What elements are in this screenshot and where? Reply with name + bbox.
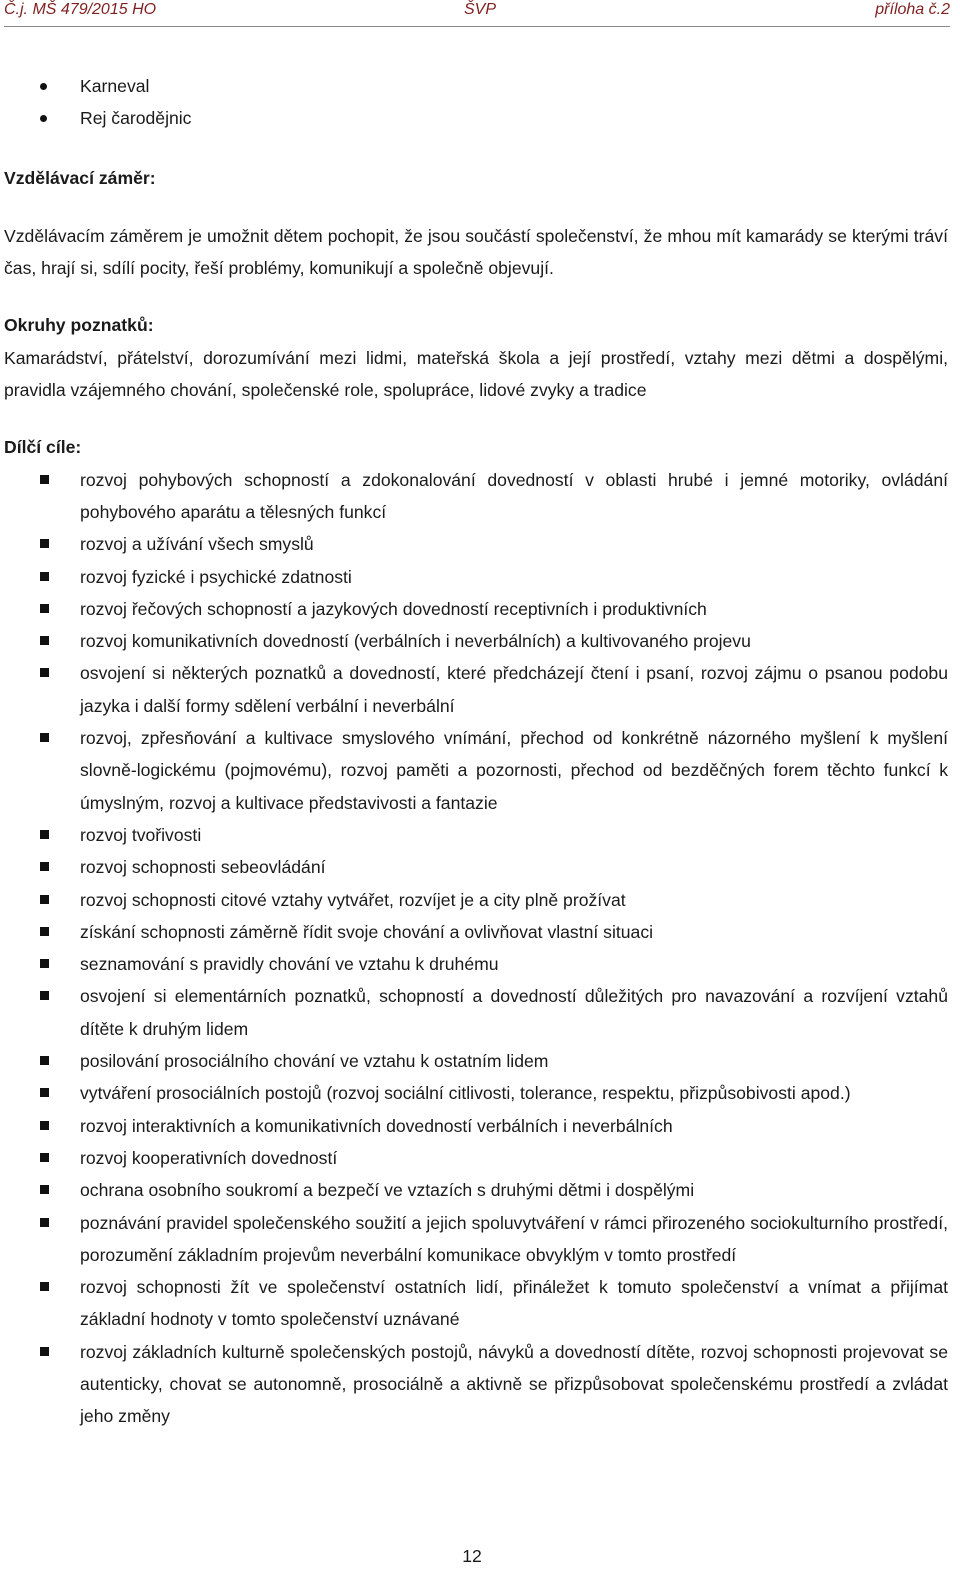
section-heading-cile: Dílčí cíle:	[4, 437, 82, 458]
list-item: rozvoj řečových schopností a jazykových dovedností receptivních i produktivních	[4, 593, 948, 625]
list-item: rozvoj schopnosti žít ve společenství ostatních lidí, přináležet k tomuto společenství a vnímat a přijímat základní hodnoty v tomto společenství uznávané	[4, 1271, 948, 1336]
section-heading-zamer: Vzdělávací záměr:	[4, 167, 156, 188]
list-item: rozvoj a užívání všech smyslů	[4, 528, 948, 560]
list-item: rozvoj fyzické i psychické zdatnosti	[4, 561, 948, 593]
document-body	[4, 70, 948, 1433]
list-item: rozvoj schopnosti sebeovládání	[4, 851, 948, 883]
header-appendix-label: příloha č.2	[875, 1, 950, 18]
list-item: rozvoj schopnosti citové vztahy vytvářet, rozvíjet je a city plně prožívat	[4, 884, 948, 916]
list-item: rozvoj základních kulturně společenských postojů, návyků a dovedností dítěte, rozvoj schopnosti projevovat se autenticky, chovat se autonomně, prosociálně a aktivně se přizpůsobovat společenskému prostředí a zvládat jeho změny	[4, 1336, 948, 1433]
list-item: osvojení si některých poznatků a dovedností, které předcházejí čtení i psaní, rozvoj zájmu o psanou podobu jazyka i další formy sdělení verbální i neverbální	[4, 657, 948, 722]
list-item: rozvoj pohybových schopností a zdokonalování dovedností v oblasti hrubé i jemné motoriky, ovládání pohybového aparátu a tělesných funkcí	[4, 464, 948, 529]
list-item: vytváření prosociálních postojů (rozvoj sociální citlivosti, tolerance, respektu, přizpůsobivosti apod.)	[4, 1077, 948, 1109]
list-item: rozvoj tvořivosti	[4, 819, 948, 851]
section-heading-okruhy: Okruhy poznatků:	[4, 315, 154, 336]
list-item: rozvoj kooperativních dovedností	[4, 1142, 948, 1174]
list-item: poznávání pravidel společenského soužití a jejich spoluvytváření v rámci přirozeného sociokulturního prostředí, porozumění základním projevům neverbální komunikace obvyklým v tomto prostředí	[4, 1207, 948, 1272]
list-item: ochrana osobního soukromí a bezpečí ve vztazích s druhými dětmi i dospělými	[4, 1174, 948, 1206]
section-text-okruhy: Kamarádství, přátelství, dorozumívání mezi lidmi, mateřská škola a její prostředí, vztahy mezi dětmi a dospělými, pravidla vzájemného chování, společenské role, spolupráce, lidové zvyky a tradice	[4, 347, 948, 401]
section-text-zamer: Vzdělávacím záměrem je umožnit dětem pochopit, že jsou součástí společenství, že mhou mít kamarády se kterými tráví čas, hrají si, sdílí pocity, řeší problémy, komunikují a společně objevují.	[4, 225, 948, 279]
list-item: rozvoj komunikativních dovedností (verbálních i neverbálních) a kultivovaného projevu	[4, 625, 948, 657]
list-item: získání schopnosti záměrně řídit svoje chování a ovlivňovat vlastní situaci	[4, 916, 948, 948]
document-reference: Č.j. MŠ 479/2015 HO	[4, 1, 157, 18]
goals-list	[4, 464, 948, 1433]
activity-list	[4, 70, 948, 135]
page-number: 12	[462, 1546, 482, 1566]
list-item: Rej čarodějnic	[4, 102, 948, 134]
list-item: osvojení si elementárních poznatků, schopností a dovedností důležitých pro navazování a rozvíjení vztahů dítěte k druhým lidem	[4, 980, 948, 1045]
list-item: seznamování s pravidly chování ve vztahu k druhému	[4, 948, 948, 980]
list-item: rozvoj, zpřesňování a kultivace smyslového vnímání, přechod od konkrétně názorného myšlení k myšlení slovně-logickému (pojmovému), rozvoj paměti a pozornosti, přechod od bezděčných forem těchto funkcí k úmyslným, rozvoj a kultivace představivosti a fantazie	[4, 722, 948, 819]
list-item: Karneval	[4, 70, 948, 102]
page-header	[4, 0, 950, 27]
list-item: posilování prosociálního chování ve vztahu k ostatním lidem	[4, 1045, 948, 1077]
list-item: rozvoj interaktivních a komunikativních dovedností verbálních i neverbálních	[4, 1110, 948, 1142]
header-program-label: ŠVP	[464, 1, 497, 18]
